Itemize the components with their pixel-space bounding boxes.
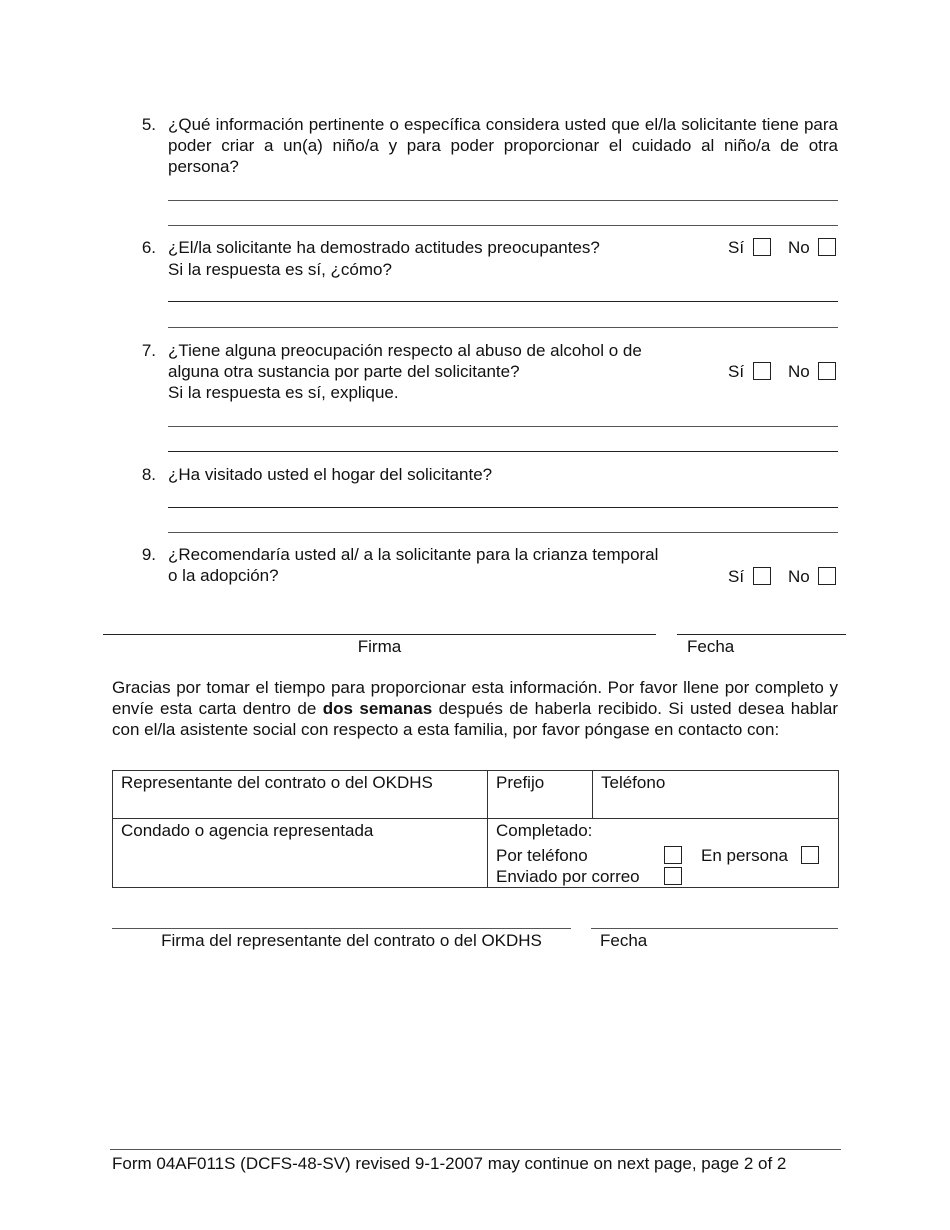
footer-rule <box>110 1149 841 1150</box>
representative-cell[interactable] <box>113 771 488 819</box>
q5-number: 5. <box>141 115 156 134</box>
by-mail-label: Enviado por correo <box>496 867 640 886</box>
q6-no-checkbox[interactable] <box>818 238 836 256</box>
q7-no-label: No <box>788 362 810 381</box>
q8-text: ¿Ha visitado usted el hogar del solicitante? <box>168 465 493 484</box>
q8-number: 8. <box>141 465 156 484</box>
rep-date-line[interactable] <box>591 928 838 929</box>
by-mail-checkbox[interactable] <box>664 867 682 885</box>
rep-signature-line[interactable] <box>112 928 571 929</box>
phone-label: Teléfono <box>601 773 666 792</box>
q7-line1: ¿Tiene alguna preocupación respecto al abuso de alcohol o de <box>168 341 642 360</box>
representative-label: Representante del contrato o del OKDHS <box>121 773 433 792</box>
closing-deadline: dos semanas <box>322 699 433 718</box>
q6-answer-line-2[interactable] <box>168 327 838 328</box>
prefix-cell[interactable] <box>488 771 593 819</box>
q7-line2: alguna otra sustancia por parte del solicitante? <box>168 362 520 381</box>
q9-yes-label: Sí <box>728 567 745 586</box>
q7-yes-checkbox[interactable] <box>753 362 771 380</box>
q6-no-label: No <box>788 238 810 257</box>
q7-no-checkbox[interactable] <box>818 362 836 380</box>
q9-yes-checkbox[interactable] <box>753 567 771 585</box>
q5-answer-line-2[interactable] <box>168 225 838 226</box>
completed-cell <box>488 819 839 888</box>
q8-answer-line-2[interactable] <box>168 532 838 533</box>
q7-line3: Si la respuesta es sí, explique. <box>168 383 399 402</box>
county-label: Condado o agencia representada <box>121 821 374 840</box>
closing-text-after: después de haberla recibido. Si usted desea hablar con el/la asistente social con respecto a esta familia, por favor póngase en contacto con: <box>112 699 838 739</box>
q9-no-checkbox[interactable] <box>818 567 836 585</box>
prefix-label: Prefijo <box>496 773 545 792</box>
q7-answer-line-2[interactable] <box>168 451 838 452</box>
q7-yes-label: Sí <box>728 362 745 381</box>
closing-text-before: Gracias por tomar el tiempo para proporcionar esta información. Por favor llene por completo y envíe esta carta dentro de <box>112 678 838 718</box>
completed-label: Completado: <box>496 821 593 840</box>
by-phone-checkbox[interactable] <box>664 846 682 864</box>
in-person-label: En persona <box>701 846 788 865</box>
q9-number: 9. <box>141 545 156 564</box>
q6-number: 6. <box>141 238 156 257</box>
q5-text: ¿Qué información pertinente o específica considera usted que el/la solicitante tiene para poder criar a un(a) niño/a y para poder proporcionar el cuidado al niño/a de otra persona? <box>168 115 838 176</box>
rep-date-label: Fecha <box>600 931 648 950</box>
q9-line2: o la adopción? <box>168 566 279 585</box>
in-person-checkbox[interactable] <box>801 846 819 864</box>
q7-yes-no <box>728 361 840 382</box>
q6-line1: ¿El/la solicitante ha demostrado actitudes preocupantes? <box>168 238 600 257</box>
contact-table <box>112 770 839 888</box>
date-label: Fecha <box>687 637 735 656</box>
phone-cell[interactable] <box>593 771 839 819</box>
q9-line1: ¿Recomendaría usted al/ a la solicitante para la crianza temporal <box>168 545 659 564</box>
q6-yes-label: Sí <box>728 238 745 257</box>
closing-paragraph <box>112 677 838 740</box>
rep-signature-label: Firma del representante del contrato o del OKDHS <box>161 931 542 950</box>
county-cell[interactable] <box>113 819 488 888</box>
footer-text: Form 04AF011S (DCFS-48-SV) revised 9-1-2007 may continue on next page, page 2 of 2 <box>112 1154 787 1173</box>
q7-answer-line-1[interactable] <box>168 426 838 427</box>
date-line[interactable] <box>677 634 846 635</box>
q5-answer-line-1[interactable] <box>168 200 838 201</box>
q8-answer-line-1[interactable] <box>168 507 838 508</box>
q6-yes-no <box>728 237 840 258</box>
by-phone-label: Por teléfono <box>496 846 588 865</box>
q6-yes-checkbox[interactable] <box>753 238 771 256</box>
q9-no-label: No <box>788 567 810 586</box>
signature-label: Firma <box>357 637 402 656</box>
q6-answer-line-1[interactable] <box>168 301 838 302</box>
q7-number: 7. <box>141 341 156 360</box>
q9-yes-no <box>728 566 840 587</box>
signature-line[interactable] <box>103 634 656 635</box>
q6-line2: Si la respuesta es sí, ¿cómo? <box>168 260 392 279</box>
